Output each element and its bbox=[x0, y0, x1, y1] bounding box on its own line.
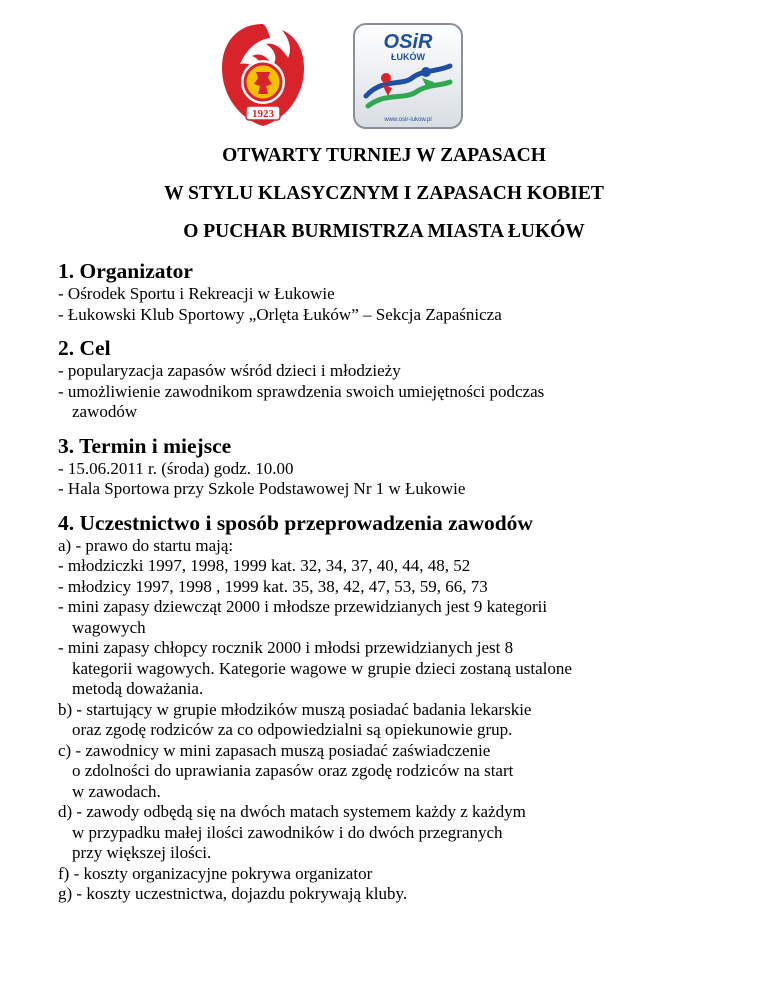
text-line: - popularyzacja zapasów wśród dzieci i młodzieży bbox=[58, 361, 401, 380]
text-line: w zawodach. bbox=[72, 781, 161, 801]
section-heading: 4. Uczestnictwo i sposób przeprowadzenia zawodów bbox=[58, 510, 533, 535]
osir-url: www.osir-lukow.pl bbox=[384, 117, 432, 123]
text-line: przy większej ilości. bbox=[72, 843, 212, 862]
text-line: - młodziczki 1997, 1998, 1999 kat. 32, 34, 37, 40, 44, 48, 52 bbox=[58, 556, 471, 575]
section-participation bbox=[58, 510, 712, 905]
text-line: - Hala Sportowa przy Szkole Podstawowej Nr 1 w Łukowie bbox=[58, 479, 466, 498]
osir-city: ŁUKÓW bbox=[391, 52, 425, 62]
section-goal bbox=[58, 335, 712, 423]
club-emblem-logo bbox=[216, 20, 310, 130]
text-line: b) - startujący w grupie młodzików muszą posiadać badania lekarskie bbox=[58, 699, 532, 719]
text-line: metodą doważania. bbox=[72, 679, 204, 698]
osir-name: OSiR bbox=[383, 31, 433, 53]
text-line: a) - prawo do startu mają: bbox=[58, 535, 234, 555]
title-line-3: O PUCHAR BURMISTRZA MIASTA ŁUKÓW bbox=[183, 221, 585, 242]
osir-logo bbox=[352, 22, 464, 130]
section-heading: 1. Organizator bbox=[58, 259, 193, 283]
title-line-2: W STYLU KLASYCZNYM I ZAPASACH KOBIET bbox=[164, 183, 604, 204]
document-body bbox=[58, 258, 712, 905]
text-line: - Łukowski Klub Sportowy „Orlęta Łuków” – Sekcja Zapaśnicza bbox=[58, 304, 502, 324]
text-line: oraz zgodę rodziców za co odpowiedzialni są opiekunowie grup. bbox=[72, 720, 513, 739]
text-line: wagowych bbox=[72, 617, 146, 637]
text-line: c) - zawodnicy w mini zapasach muszą posiadać zaświadczenie bbox=[58, 740, 491, 760]
section-date-place bbox=[58, 433, 712, 500]
title-line-1: OTWARTY TURNIEJ W ZAPASACH bbox=[222, 145, 546, 166]
club-year: 1923 bbox=[252, 108, 274, 120]
text-line: - mini zapasy dziewcząt 2000 i młodsze przewidzianych jest 9 kategorii bbox=[58, 597, 548, 616]
section-heading: 2. Cel bbox=[58, 336, 111, 360]
section-organizer bbox=[58, 258, 712, 325]
text-line: - mini zapasy chłopcy rocznik 2000 i młodsi przewidzianych jest 8 bbox=[58, 638, 514, 657]
section-heading: 3. Termin i miejsce bbox=[58, 433, 232, 458]
logos-header bbox=[0, 18, 768, 130]
text-line: f) - koszty organizacyjne pokrywa organizator bbox=[58, 863, 373, 883]
text-line: - umożliwienie zawodnikom sprawdzenia swoich umiejętności podczas bbox=[58, 381, 545, 401]
text-line: g) - koszty uczestnictwa, dojazdu pokrywają kluby. bbox=[58, 884, 408, 903]
text-line: - młodzicy 1997, 1998 , 1999 kat. 35, 38, 42, 47, 53, 59, 66, 73 bbox=[58, 576, 488, 596]
text-line: - 15.06.2011 r. (środa) godz. 10.00 bbox=[58, 458, 294, 478]
text-line: d) - zawody odbędą się na dwóch matach systemem każdy z każdym bbox=[58, 802, 526, 821]
text-line: - Ośrodek Sportu i Rekreacji w Łukowie bbox=[58, 284, 335, 303]
text-line: zawodów bbox=[72, 402, 138, 421]
text-line: w przypadku małej ilości zawodników i do dwóch przegranych bbox=[72, 822, 503, 842]
text-line: kategorii wagowych. Kategorie wagowe w grupie dzieci zostaną ustalone bbox=[72, 658, 572, 678]
text-line: o zdolności do uprawiania zapasów oraz zgodę rodziców na start bbox=[72, 761, 514, 780]
